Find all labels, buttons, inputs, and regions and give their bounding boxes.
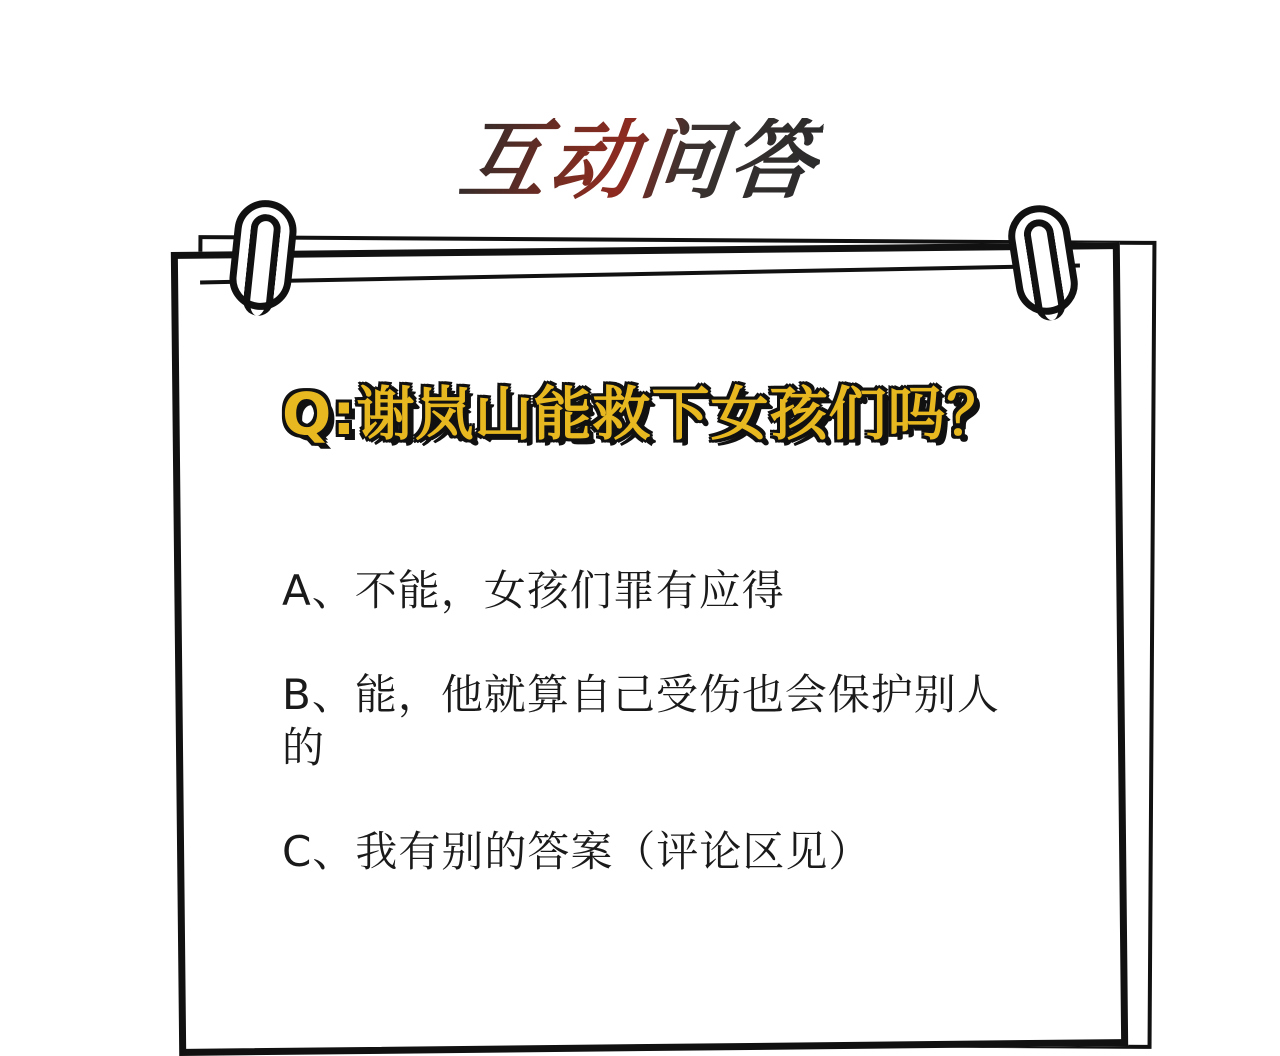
qa-content xyxy=(282,382,1022,879)
paper-clip-left-icon xyxy=(226,197,299,313)
page-title: 互动问答 xyxy=(454,110,826,211)
option-b[interactable]: B、能，他就算自己受伤也会保护别人的 xyxy=(282,670,1000,772)
option-list xyxy=(282,565,1022,879)
option-a[interactable]: A、不能，女孩们罪有应得 xyxy=(282,565,785,615)
question-text: Q:谢岚山能救下女孩们吗？ xyxy=(282,380,1006,448)
option-c[interactable]: C、我有别的答案（评论区见） xyxy=(282,827,872,877)
